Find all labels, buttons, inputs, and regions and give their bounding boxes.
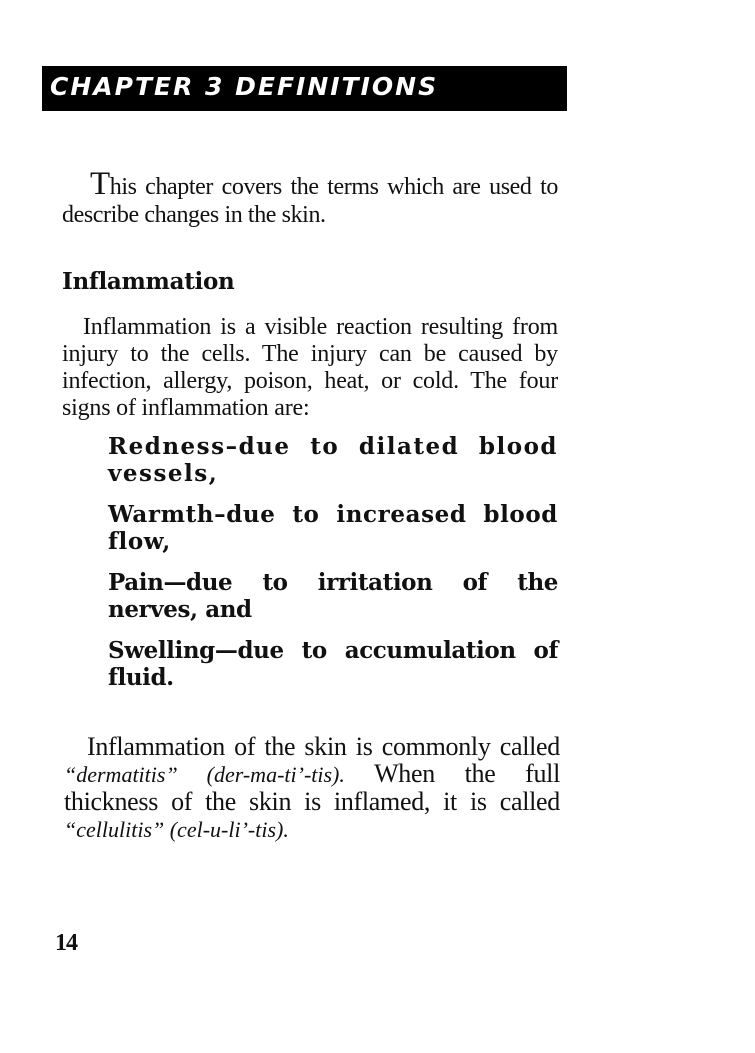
intro-text: his chapter covers the terms which are used to describe changes in the skin. <box>62 174 558 228</box>
sign-pain: Pain—due to irritation of the nerves, and <box>108 569 558 623</box>
closing-text-1: Inflammation of the skin is commonly called <box>87 732 560 761</box>
closing-paragraph <box>64 733 560 843</box>
chapter-title: CHAPTER 3 DEFINITIONS <box>50 72 439 101</box>
sign-redness: Redness–due to dilated blood vessels, <box>108 433 558 487</box>
sign-warmth: Warmth–due to increased blood flow, <box>108 501 558 555</box>
section-heading: Inflammation <box>62 268 235 295</box>
chapter-banner <box>42 66 567 111</box>
inflammation-signs-list <box>108 433 558 705</box>
intro-dropcap: T <box>90 166 110 202</box>
sign-swelling: Swelling—due to accumulation of fluid. <box>108 637 558 691</box>
closing-text-2: When the full thickness of the skin is inflamed, it is called <box>64 759 561 816</box>
inflammation-paragraph <box>62 314 558 422</box>
page-number: 14 <box>55 930 77 956</box>
intro-paragraph <box>62 166 558 229</box>
term-dermatitis: “dermatitis” (der-ma-ti’-tis). <box>64 762 345 787</box>
inflammation-text: Inflammation is a visible reaction resulting from injury to the cells. The injury can be caused by infection, allergy, poison, heat, or cold. The four signs of inflammation are: <box>62 314 558 421</box>
term-cellulitis: “cellulitis” (cel-u-li’-tis). <box>64 817 289 842</box>
